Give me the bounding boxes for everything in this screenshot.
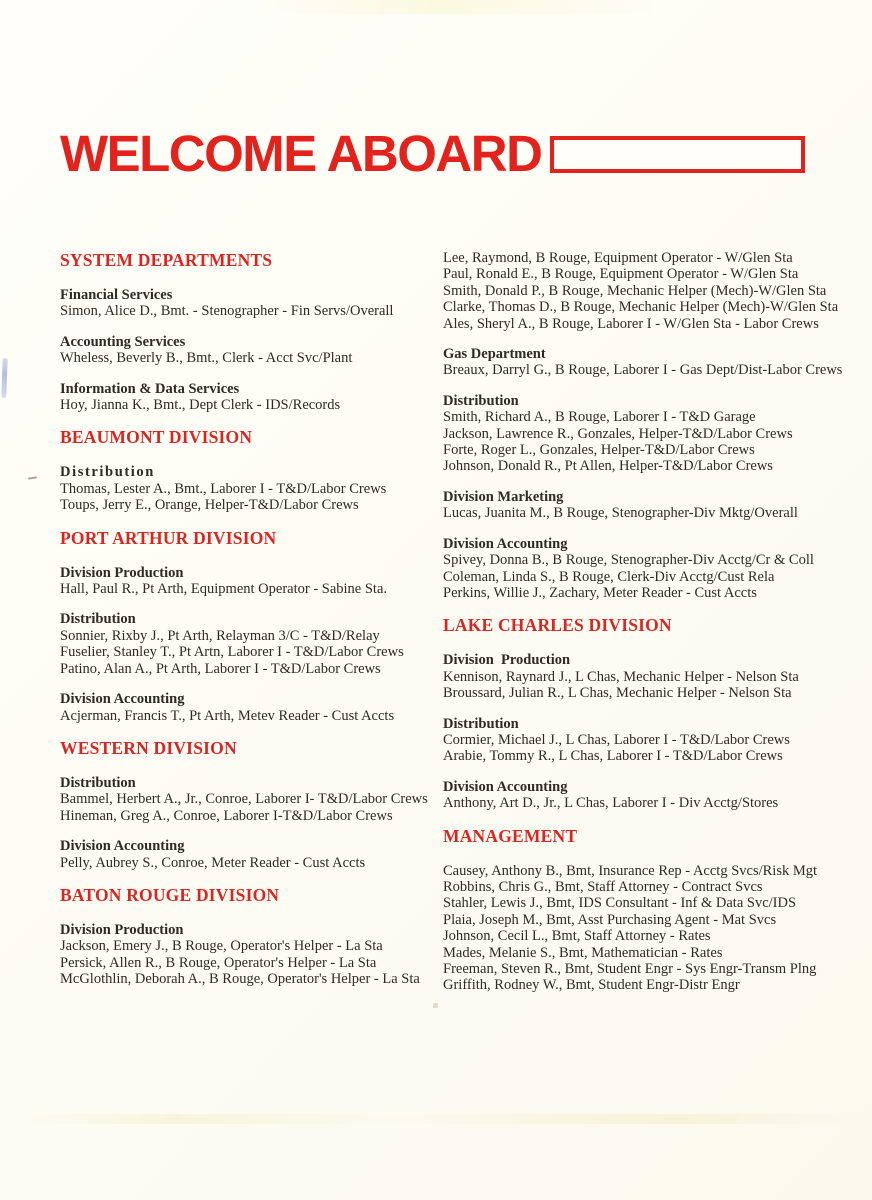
group-subhead: Financial Services bbox=[60, 287, 173, 303]
division-header: PORT ARTHUR DIVISION bbox=[60, 527, 277, 548]
employee-line: Forte, Roger L., Gonzales, Helper-T&D/Labor Crews bbox=[443, 442, 755, 459]
group-subhead: Distribution bbox=[60, 464, 155, 481]
division-header: LAKE CHARLES DIVISION bbox=[443, 615, 672, 636]
employee-line: Plaia, Joseph M., Bmt, Asst Purchasing Agent - Mat Svcs bbox=[443, 911, 777, 928]
title-row bbox=[60, 125, 805, 182]
employee-group bbox=[443, 652, 842, 701]
employee-line: Hall, Paul R., Pt Arth, Equipment Operator - Sabine Sta. bbox=[60, 581, 388, 598]
employee-line: Smith, Donald P., B Rouge, Mechanic Helper (Mech)-W/Glen Sta bbox=[443, 282, 827, 299]
employee-line: Hineman, Greg A., Conroe, Laborer I-T&D/Labor Crews bbox=[60, 807, 393, 824]
employee-line: Kennison, Raynard J., L Chas, Mechanic Helper - Nelson Sta bbox=[443, 668, 799, 685]
employee-line: Clarke, Thomas D., B Rouge, Mechanic Helper (Mech)-W/Glen Sta bbox=[443, 299, 839, 316]
employee-group bbox=[443, 863, 842, 994]
employee-line: Griffith, Rodney W., Bmt, Student Engr-Distr Engr bbox=[443, 977, 740, 994]
group-subhead: Distribution bbox=[60, 611, 136, 628]
employee-group bbox=[443, 716, 842, 765]
employee-line: Stahler, Lewis J., Bmt, IDS Consultant - Inf & Data Svc/IDS bbox=[443, 895, 797, 912]
group-subhead: Distribution bbox=[60, 774, 136, 791]
group-subhead: Division Accounting bbox=[443, 535, 568, 552]
employee-line: Lucas, Juanita M., B Rouge, Stenographer-Div Mktg/Overall bbox=[443, 505, 798, 522]
group-subhead: Division Production bbox=[443, 652, 571, 669]
employee-group bbox=[443, 536, 842, 602]
employee-line: Perkins, Willie J., Zachary, Meter Reader - Cust Accts bbox=[443, 584, 757, 601]
group-subhead: Division Marketing bbox=[443, 488, 564, 505]
employee-line: Hoy, Jianna K., Bmt., Dept Clerk - IDS/Records bbox=[60, 397, 341, 414]
employee-group bbox=[443, 250, 842, 332]
employee-group bbox=[60, 287, 443, 320]
employee-line: Wheless, Beverly B., Bmt., Clerk - Acct Svc/Plant bbox=[60, 350, 353, 367]
employee-line: McGlothlin, Deborah A., B Rouge, Operator's Helper - La Sta bbox=[60, 971, 420, 988]
employee-line: Toups, Jerry E., Orange, Helper-T&D/Labor Crews bbox=[60, 497, 359, 514]
employee-line: Coleman, Linda S., B Rouge, Clerk-Div Acctg/Cust Rela bbox=[443, 568, 775, 585]
employee-group bbox=[60, 565, 443, 598]
employee-group bbox=[60, 922, 443, 988]
employee-line: Simon, Alice D., Bmt. - Stenographer - Fin Servs/Overall bbox=[60, 303, 394, 320]
division-header: MANAGEMENT bbox=[443, 825, 578, 846]
scan-artifact-top-band bbox=[0, 0, 872, 14]
employee-line: Anthony, Art D., Jr., L Chas, Laborer I - Div Acctg/Stores bbox=[443, 795, 779, 812]
employee-group bbox=[60, 838, 443, 871]
employee-group bbox=[443, 779, 842, 812]
employee-group bbox=[443, 393, 842, 475]
group-subhead: Division Accounting bbox=[60, 838, 185, 855]
employee-line: Smith, Richard A., B Rouge, Laborer I - T&D Garage bbox=[443, 409, 756, 426]
employee-line: Ales, Sheryl A., B Rouge, Laborer I - W/Glen Sta - Labor Crews bbox=[443, 315, 819, 332]
employee-line: Broussard, Julian R., L Chas, Mechanic Helper - Nelson Sta bbox=[443, 685, 792, 702]
employee-group bbox=[60, 381, 443, 414]
employee-group bbox=[443, 346, 842, 379]
employee-line: Johnson, Donald R., Pt Allen, Helper-T&D/Labor Crews bbox=[443, 458, 773, 475]
group-subhead: Division Production bbox=[60, 564, 184, 581]
employee-line: Jackson, Lawrence R., Gonzales, Helper-T&D/Labor Crews bbox=[443, 425, 793, 442]
employee-line: Freeman, Steven R., Bmt, Student Engr - Sys Engr-Transm Plng bbox=[443, 961, 817, 977]
employee-line: Bammel, Herbert A., Jr., Conroe, Laborer I- T&D/Labor Crews bbox=[60, 791, 428, 808]
scan-artifact-bottom-band bbox=[0, 1114, 872, 1124]
employee-line: Patino, Alan A., Pt Arth, Laborer I - T&D/Labor Crews bbox=[60, 660, 381, 677]
ink-mark bbox=[1, 358, 7, 398]
employee-line: Lee, Raymond, B Rouge, Equipment Operator - W/Glen Sta bbox=[443, 250, 793, 266]
employee-line: Paul, Ronald E., B Rouge, Equipment Operator - W/Glen Sta bbox=[443, 266, 799, 283]
employee-line: Mades, Melanie S., Bmt, Mathematician - Rates bbox=[443, 944, 723, 961]
employee-line: Causey, Anthony B., Bmt, Insurance Rep - Acctg Svcs/Risk Mgt bbox=[443, 862, 818, 879]
employee-line: Cormier, Michael J., L Chas, Laborer I - T&D/Labor Crews bbox=[443, 731, 790, 748]
employee-line: Spivey, Donna B., B Rouge, Stenographer-Div Acctg/Cr & Coll bbox=[443, 552, 814, 569]
group-subhead: Accounting Services bbox=[60, 333, 186, 350]
left-column bbox=[60, 250, 443, 1008]
title-decoration-box bbox=[550, 136, 805, 173]
employee-group bbox=[60, 691, 443, 724]
employee-line: Robbins, Chris G., Bmt, Staff Attorney - Contract Svcs bbox=[443, 878, 763, 895]
employee-line: Pelly, Aubrey S., Conroe, Meter Reader - Cust Accts bbox=[60, 854, 366, 871]
group-subhead: Division Accounting bbox=[60, 691, 185, 708]
division-header: WESTERN DIVISION bbox=[60, 737, 237, 758]
employee-line: Jackson, Emery J., B Rouge, Operator's Helper - La Sta bbox=[60, 938, 383, 955]
employee-line: Breaux, Darryl G., B Rouge, Laborer I - Gas Dept/Dist-Labor Crews bbox=[443, 362, 843, 379]
employee-line: Johnson, Cecil L., Bmt, Staff Attorney - Rates bbox=[443, 928, 711, 945]
right-column bbox=[443, 250, 842, 1008]
division-header: BATON ROUGE DIVISION bbox=[60, 884, 280, 905]
group-subhead: Distribution bbox=[443, 715, 519, 732]
employee-group bbox=[60, 334, 443, 367]
group-subhead: Distribution bbox=[443, 392, 519, 409]
employee-group bbox=[60, 775, 443, 824]
two-column-body bbox=[60, 250, 842, 1008]
group-subhead: Division Production bbox=[60, 921, 184, 938]
employee-group bbox=[443, 489, 842, 522]
employee-line: Acjerman, Francis T., Pt Arth, Metev Reader - Cust Accts bbox=[60, 707, 395, 724]
employee-group bbox=[60, 611, 443, 677]
employee-line: Fuselier, Stanley T., Pt Artn, Laborer I - T&D/Labor Crews bbox=[60, 644, 404, 661]
division-header: SYSTEM DEPARTMENTS bbox=[60, 250, 273, 270]
employee-group bbox=[60, 464, 443, 513]
employee-line: Sonnier, Rixby J., Pt Arth, Relayman 3/C - T&D/Relay bbox=[60, 627, 380, 644]
pencil-mark bbox=[28, 476, 37, 479]
employee-line: Arabie, Tommy R., L Chas, Laborer I - T&D/Labor Crews bbox=[443, 748, 783, 765]
division-header: BEAUMONT DIVISION bbox=[60, 427, 253, 448]
employee-line: Persick, Allen R., B Rouge, Operator's Helper - La Sta bbox=[60, 954, 377, 971]
group-subhead: Division Accounting bbox=[443, 778, 568, 795]
group-subhead: Gas Department bbox=[443, 346, 546, 363]
page-title: WELCOME ABOARD bbox=[60, 125, 542, 182]
employee-line: Thomas, Lester A., Bmt., Laborer I - T&D/Labor Crews bbox=[60, 480, 387, 497]
group-subhead: Information & Data Services bbox=[60, 380, 240, 397]
